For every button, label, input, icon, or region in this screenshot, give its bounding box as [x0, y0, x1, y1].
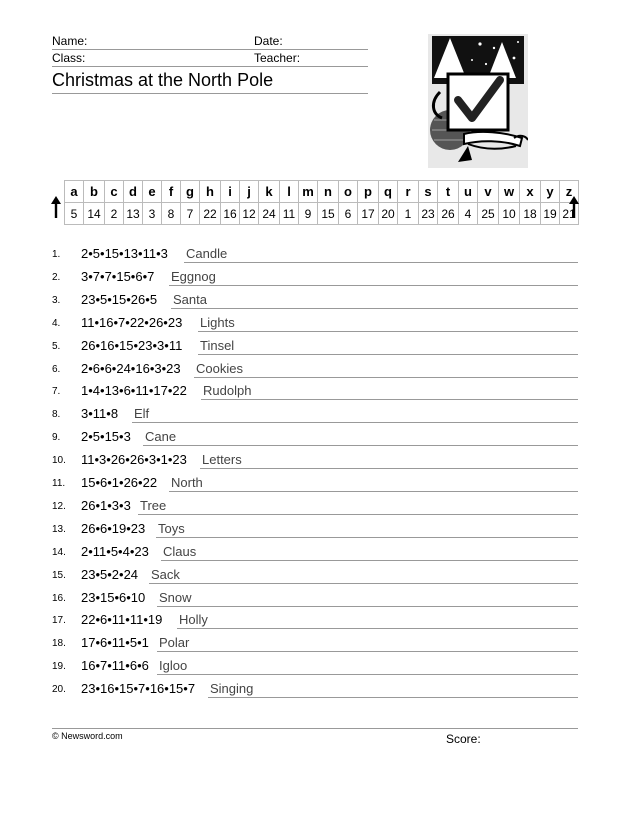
- cipher-code: 23•5•15•26•5: [81, 291, 158, 307]
- question-row: [52, 587, 578, 609]
- cipher-code: 26•1•3•3: [81, 497, 131, 513]
- cipher-code: 11•3•26•26•3•1•23: [81, 452, 187, 468]
- answer-field[interactable]: Polar: [157, 632, 578, 652]
- answer-field[interactable]: Letters: [200, 449, 578, 469]
- question-number: 1.: [52, 249, 61, 260]
- question-row: [52, 289, 578, 311]
- question-number: 14.: [52, 546, 66, 558]
- cipher-letter: o: [339, 181, 358, 203]
- cipher-code: 3•11•8: [81, 406, 119, 422]
- question-number: 12.: [52, 500, 66, 512]
- answer-field[interactable]: Tinsel: [198, 335, 578, 355]
- cipher-letters-row: [65, 181, 579, 203]
- cipher-code: 2•5•15•3: [81, 429, 131, 445]
- question-row: [52, 312, 578, 334]
- question-number: 16.: [52, 592, 66, 604]
- footer: [52, 728, 578, 746]
- cipher-number: 2: [105, 203, 124, 225]
- cipher-number: 9: [299, 203, 318, 225]
- answer-field[interactable]: Tree: [138, 495, 578, 515]
- cipher-number: 21: [560, 203, 579, 225]
- cipher-number: 22: [200, 203, 221, 225]
- cipher-code: 22•6•11•11•19: [81, 612, 163, 628]
- question-row: [52, 243, 578, 265]
- cipher-letter: b: [84, 181, 105, 203]
- question-number: 20.: [52, 684, 66, 696]
- question-row: [52, 564, 578, 586]
- cipher-number: 14: [84, 203, 105, 225]
- cipher-code: 23•5•2•24: [81, 566, 139, 582]
- question-row: [52, 541, 578, 563]
- cipher-code: 16•7•11•6•6: [81, 658, 149, 674]
- date-label: Date:: [254, 34, 283, 48]
- score-label: Score:: [446, 732, 481, 746]
- name-line: [52, 34, 368, 50]
- cipher-number: 20: [379, 203, 398, 225]
- cipher-letter: m: [299, 181, 318, 203]
- cipher-letter: h: [200, 181, 221, 203]
- question-row: [52, 335, 578, 357]
- answer-field[interactable]: Cane: [143, 426, 578, 446]
- cipher-code: 15•6•1•26•22: [81, 475, 158, 490]
- cipher-letter: p: [358, 181, 379, 203]
- question-number: 17.: [52, 615, 66, 627]
- question-number: 6.: [52, 363, 61, 375]
- question-number: 19.: [52, 661, 66, 673]
- question-row: [52, 449, 578, 471]
- question-row: [52, 358, 578, 380]
- question-number: 18.: [52, 638, 66, 650]
- cipher-code: 23•15•6•10: [81, 589, 146, 605]
- question-row: [52, 518, 578, 540]
- cipher-letter: x: [520, 181, 541, 203]
- cipher-number: 11: [280, 203, 299, 225]
- cipher-number: 10: [499, 203, 520, 225]
- answer-field[interactable]: Singing: [208, 678, 578, 698]
- class-line: [52, 51, 368, 67]
- name-label: Name:: [52, 34, 88, 48]
- cipher-letter: d: [124, 181, 143, 203]
- cipher-letter: k: [259, 181, 280, 203]
- question-number: 2.: [52, 271, 61, 283]
- cipher-code: 3•7•7•15•6•7: [81, 268, 155, 284]
- cipher-letter: i: [221, 181, 240, 203]
- question-row: [52, 472, 578, 494]
- question-number: 9.: [52, 432, 61, 444]
- cipher-code: 2•5•15•13•11•3: [81, 246, 168, 261]
- cipher-number: 26: [438, 203, 459, 225]
- question-row: [52, 426, 578, 448]
- cipher-number: 15: [318, 203, 339, 225]
- cipher-number: 5: [65, 203, 84, 225]
- cipher-letter: l: [280, 181, 299, 203]
- cipher-code: 1•4•13•6•11•17•22: [81, 383, 187, 399]
- answer-field[interactable]: Eggnog: [169, 266, 578, 286]
- cipher-number: 24: [259, 203, 280, 225]
- question-row: [52, 403, 578, 425]
- question-row: [52, 632, 578, 654]
- copyright-text: © Newsword.com: [52, 731, 123, 741]
- cipher-number: 19: [541, 203, 560, 225]
- question-number: 11.: [52, 478, 66, 489]
- cipher-number: 8: [162, 203, 181, 225]
- answer-field[interactable]: Elf: [132, 403, 578, 423]
- up-arrow-icon: [568, 196, 580, 220]
- santa-checkmark-picture: [428, 34, 528, 168]
- cipher-letter: u: [459, 181, 478, 203]
- cipher-code: 2•6•6•24•16•3•23: [81, 360, 181, 376]
- cipher-letter: f: [162, 181, 181, 203]
- question-number: 13.: [52, 523, 66, 535]
- cipher-code: 11•16•7•22•26•23: [81, 314, 183, 330]
- cipher-number: 13: [124, 203, 143, 225]
- question-number: 5.: [52, 340, 61, 352]
- question-number: 3.: [52, 294, 61, 306]
- cipher-number: 16: [221, 203, 240, 225]
- cipher-letter: n: [318, 181, 339, 203]
- question-number: 10.: [52, 455, 66, 467]
- up-arrow-icon: [50, 196, 62, 220]
- answer-field[interactable]: Cookies: [194, 358, 578, 378]
- answer-field[interactable]: Santa: [171, 289, 578, 309]
- question-row: [52, 655, 578, 677]
- answer-field[interactable]: Toys: [156, 518, 578, 538]
- cipher-numbers-row: [65, 203, 579, 225]
- answer-field[interactable]: Lights: [198, 312, 578, 332]
- cipher-number: 3: [143, 203, 162, 225]
- page-title: Christmas at the North Pole: [52, 68, 368, 94]
- teacher-label: Teacher:: [254, 51, 301, 65]
- question-row: [52, 266, 578, 288]
- answer-field[interactable]: North: [169, 472, 578, 492]
- cipher-letter: v: [478, 181, 499, 203]
- cipher-letter: t: [438, 181, 459, 203]
- cipher-letter: y: [541, 181, 560, 203]
- cipher-letter: g: [181, 181, 200, 203]
- question-number: 4.: [52, 317, 61, 329]
- cipher-key: [50, 180, 580, 226]
- cipher-letter: r: [398, 181, 419, 203]
- cipher-letter: w: [499, 181, 520, 203]
- question-row: [52, 609, 578, 631]
- cipher-number: 18: [520, 203, 541, 225]
- question-number: 7.: [52, 386, 61, 398]
- cipher-number: 1: [398, 203, 419, 225]
- cipher-code: 23•16•15•7•16•15•7: [81, 681, 196, 697]
- answer-field[interactable]: Sack: [149, 564, 578, 584]
- cipher-code: 26•6•19•23: [81, 520, 146, 536]
- answer-field[interactable]: Candle: [184, 243, 578, 263]
- question-row: [52, 380, 578, 402]
- cipher-code: 17•6•11•5•1: [81, 635, 149, 651]
- cipher-number: 7: [181, 203, 200, 225]
- answer-field[interactable]: Snow: [157, 587, 578, 607]
- question-number: 8.: [52, 409, 61, 421]
- cipher-code: 26•16•15•23•3•11: [81, 337, 183, 353]
- cipher-letter: a: [65, 181, 84, 203]
- cipher-number: 23: [419, 203, 438, 225]
- cipher-letter: z: [560, 181, 579, 203]
- cipher-number: 12: [240, 203, 259, 225]
- cipher-letter: j: [240, 181, 259, 203]
- answer-field[interactable]: Igloo: [157, 655, 578, 675]
- cipher-letter: s: [419, 181, 438, 203]
- cipher-code: 2•11•5•4•23: [81, 543, 149, 559]
- cipher-number: 25: [478, 203, 499, 225]
- question-row: [52, 678, 578, 700]
- cipher-letter: q: [379, 181, 398, 203]
- cipher-number: 17: [358, 203, 379, 225]
- cipher-table: [64, 180, 579, 225]
- answer-field[interactable]: Rudolph: [201, 380, 578, 400]
- class-label: Class:: [52, 51, 86, 65]
- question-row: [52, 495, 578, 517]
- question-number: 15.: [52, 569, 66, 581]
- cipher-letter: e: [143, 181, 162, 203]
- cipher-letter: c: [105, 181, 124, 203]
- answer-field[interactable]: Holly: [177, 609, 578, 629]
- cipher-number: 6: [339, 203, 358, 225]
- answer-field[interactable]: Claus: [161, 541, 578, 561]
- cipher-number: 4: [459, 203, 478, 225]
